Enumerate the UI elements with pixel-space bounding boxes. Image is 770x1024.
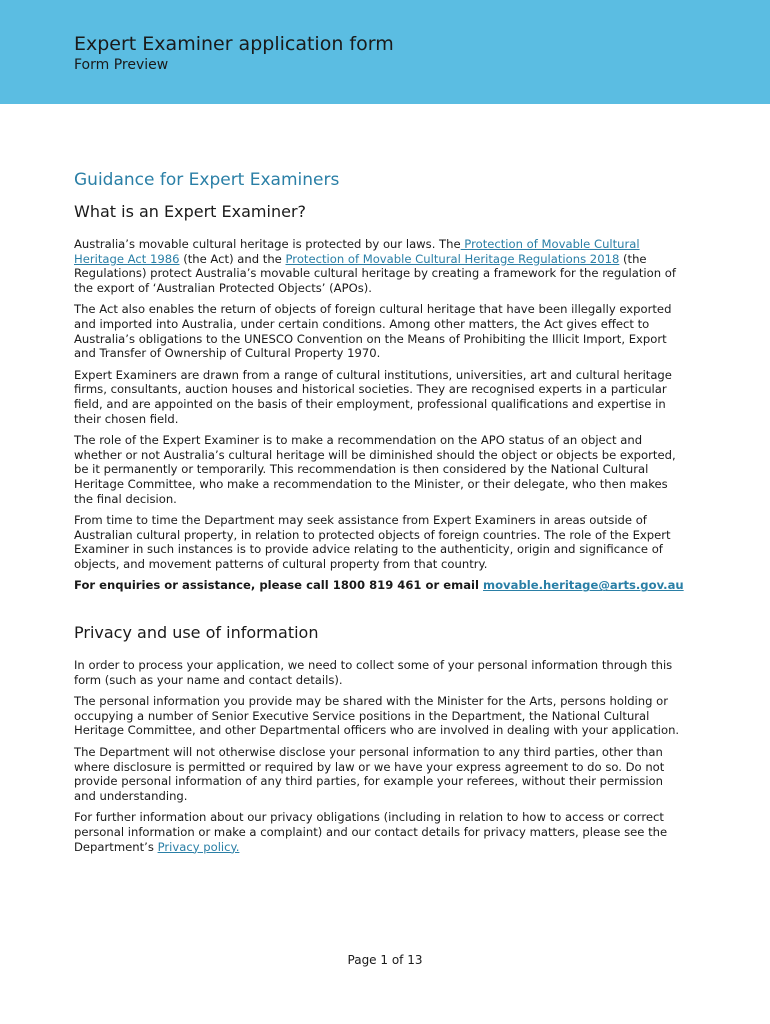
form-subtitle: Form Preview: [74, 57, 169, 73]
guidance-paragraph-3: Expert Examiners are drawn from a range of cultural institutions, universities, art and cultural heritage firms, consultants, auction houses and historical societies. They are recognised experts in a particular field, and are appointed on the basis of their employment, professional qualifications and expertise in their chosen field.: [74, 367, 672, 426]
text-span: For further information about our privacy obligations (including in relation to how to access or correct personal information or make a complaint) and our contact details for privacy matters, please see the Department’s: [74, 810, 668, 854]
document-body: [74, 170, 684, 861]
guidance-paragraph-1: [74, 237, 684, 295]
text-span: (the Act) and the: [179, 251, 286, 266]
privacy-policy-link[interactable]: Privacy policy.: [157, 839, 240, 854]
enquiry-text: For enquiries or assistance, please call 1800 819 461 or email: [74, 578, 484, 593]
regulations-2018-link[interactable]: Protection of Movable Cultural Heritage Regulations 2018: [285, 251, 620, 266]
form-header: [0, 0, 770, 104]
guidance-heading: Guidance for Expert Examiners: [74, 170, 340, 190]
act-1986-link[interactable]: Protection of Movable Cultural Heritage Act 1986: [74, 237, 640, 266]
enquiry-paragraph: [74, 578, 684, 593]
text-span: (the Regulations) protect Australia’s movable cultural heritage by creating a framework for the regulation of the export of ‘Australian Protected Objects’ (APOs).: [74, 251, 676, 295]
email-link[interactable]: movable.heritage@arts.gov.au: [483, 578, 684, 593]
page-number: Page 1 of 13: [347, 953, 423, 967]
text-span: Australia’s movable cultural heritage is protected by our laws. The: [74, 237, 461, 251]
form-title: Expert Examiner application form: [74, 33, 394, 55]
privacy-paragraph-4: [74, 810, 684, 854]
guidance-paragraph-5: From time to time the Department may seek assistance from Expert Examiners in areas outside of Australian cultural property, in relation to protected objects of foreign countries. The role of the Expert Examiner in such instances is to provide advice relating to the authenticity, origin and significance of objects, and movement patterns of cultural property from that country.: [74, 513, 671, 571]
guidance-paragraph-2: The Act also enables the return of objects of foreign cultural heritage that have been illegally exported and imported into Australia, under certain conditions. Among other matters, the Act gives effect to Australia’s obligations to the UNESCO Convention on the Means of Prohibiting the Illicit Import, Export and Transfer of Ownership of Cultural Property 1970.: [74, 302, 672, 361]
guidance-paragraph-4: The role of the Expert Examiner is to make a recommendation on the APO status of an object and whether or not Australia’s cultural heritage will be diminished should the object or objects be exported, be it permanently or temporarily. This recommendation is then considered by the National Cultural Heritage Committee, who make a recommendation to the Minister, or their delegate, who then makes the final decision.: [74, 433, 676, 506]
what-is-expert-examiner-heading: What is an Expert Examiner?: [74, 202, 307, 221]
privacy-paragraph-1: In order to process your application, we need to collect some of your personal information through this form (such as your name and contact details).: [74, 658, 673, 687]
privacy-paragraph-2: The personal information you provide may be shared with the Minister for the Arts, persons holding or occupying a number of Senior Executive Service positions in the Department, the National Cultural Heritage Committee, and other Departmental officers who are involved in dealing with your application.: [74, 694, 680, 738]
privacy-paragraph-3: The Department will not otherwise disclose your personal information to any third parties, other than where disclosure is permitted or required by law or we have your express agreement to do so. Do not provide personal information of any third parties, for example your referees, without their permission and understanding.: [74, 745, 665, 803]
privacy-heading: Privacy and use of information: [74, 623, 319, 643]
